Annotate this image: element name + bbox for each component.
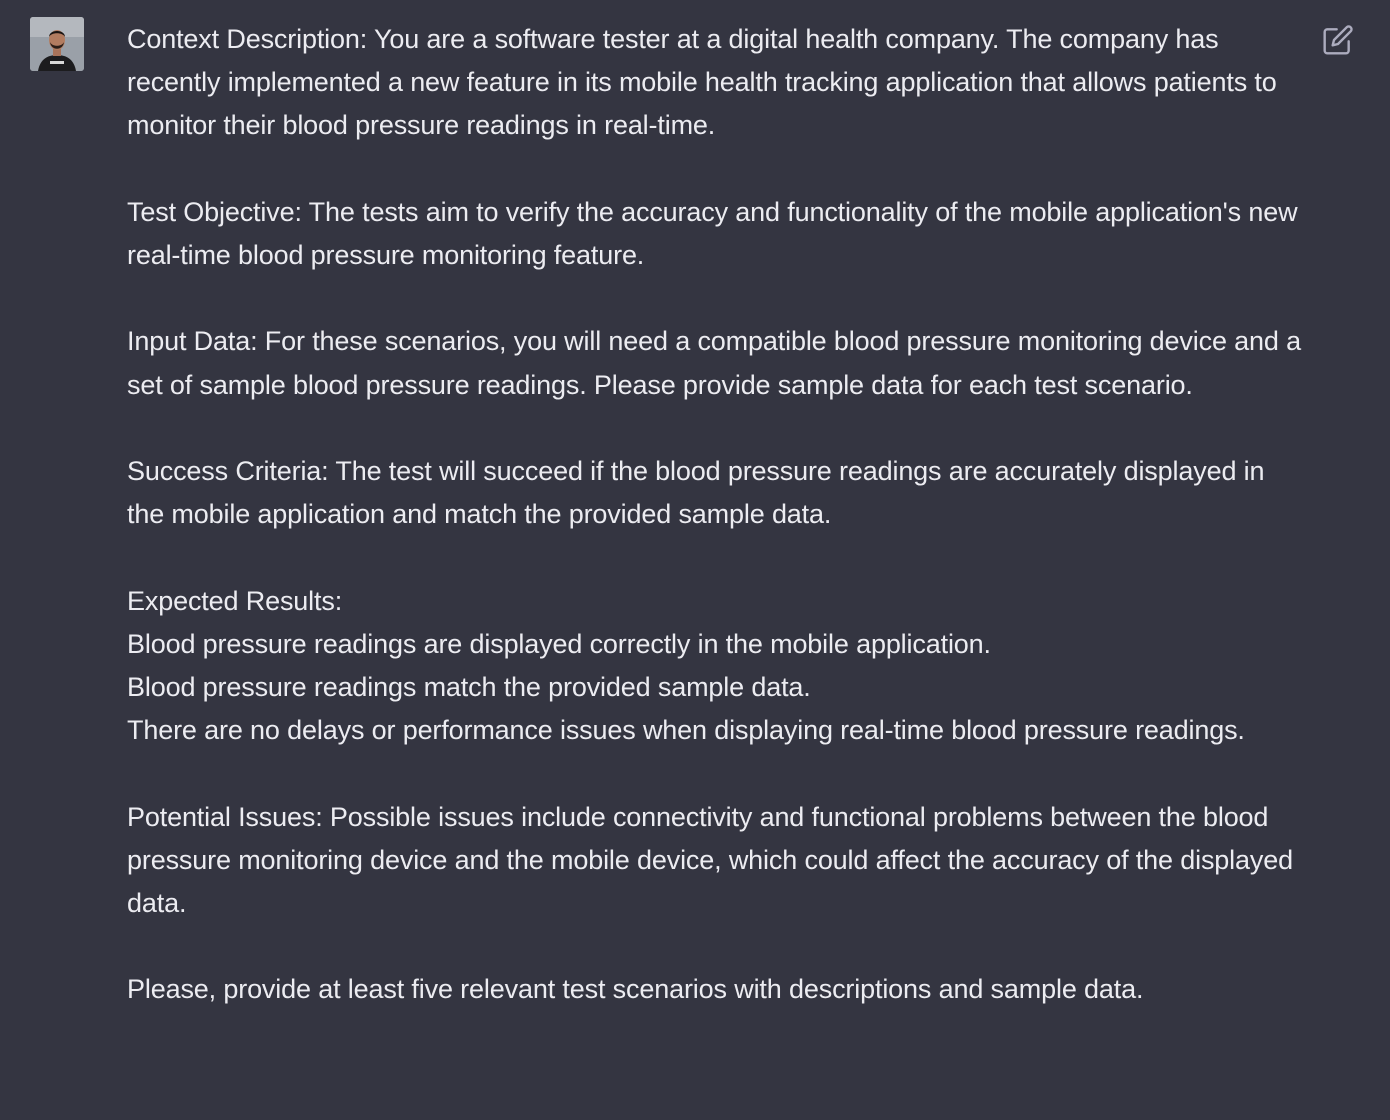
expected-result-line: Blood pressure readings match the provided sample data. [127,671,811,702]
edit-message-button[interactable] [1322,24,1354,56]
edit-pencil-icon [1322,24,1354,56]
user-avatar [30,17,84,71]
user-avatar-photo [30,17,84,71]
expected-results-heading: Expected Results: [127,585,343,616]
potential-issues-paragraph: Potential Issues: Possible issues include connectivity and functional problems between the blood pressure monitoring device and the mobile device, which could affect the accuracy of the displayed data. [127,801,1293,918]
closing-request-paragraph: Please, provide at least five relevant test scenarios with descriptions and sample data. [127,974,1144,1005]
expected-result-line: There are no delays or performance issues when displaying real-time blood pressure readings. [127,715,1245,746]
expected-result-line: Blood pressure readings are displayed correctly in the mobile application. [127,628,991,659]
expected-results-block [127,580,1302,753]
input-data-paragraph: Input Data: For these scenarios, you will need a compatible blood pressure monitoring device and a set of sample blood pressure readings. Please provide sample data for each test scenario. [127,326,1301,400]
test-objective-paragraph: Test Objective: The tests aim to verify the accuracy and functionality of the mobile application's new real-time blood pressure monitoring feature. [127,196,1298,270]
context-description-paragraph: Context Description: You are a software tester at a digital health company. The company has recently implemented a new feature in its mobile health tracking application that allows patients to monitor their blood pressure readings in real-time. [127,24,1277,141]
success-criteria-paragraph: Success Criteria: The test will succeed if the blood pressure readings are accurately displayed in the mobile application and match the provided sample data. [127,455,1265,530]
message-text [127,18,1302,1012]
